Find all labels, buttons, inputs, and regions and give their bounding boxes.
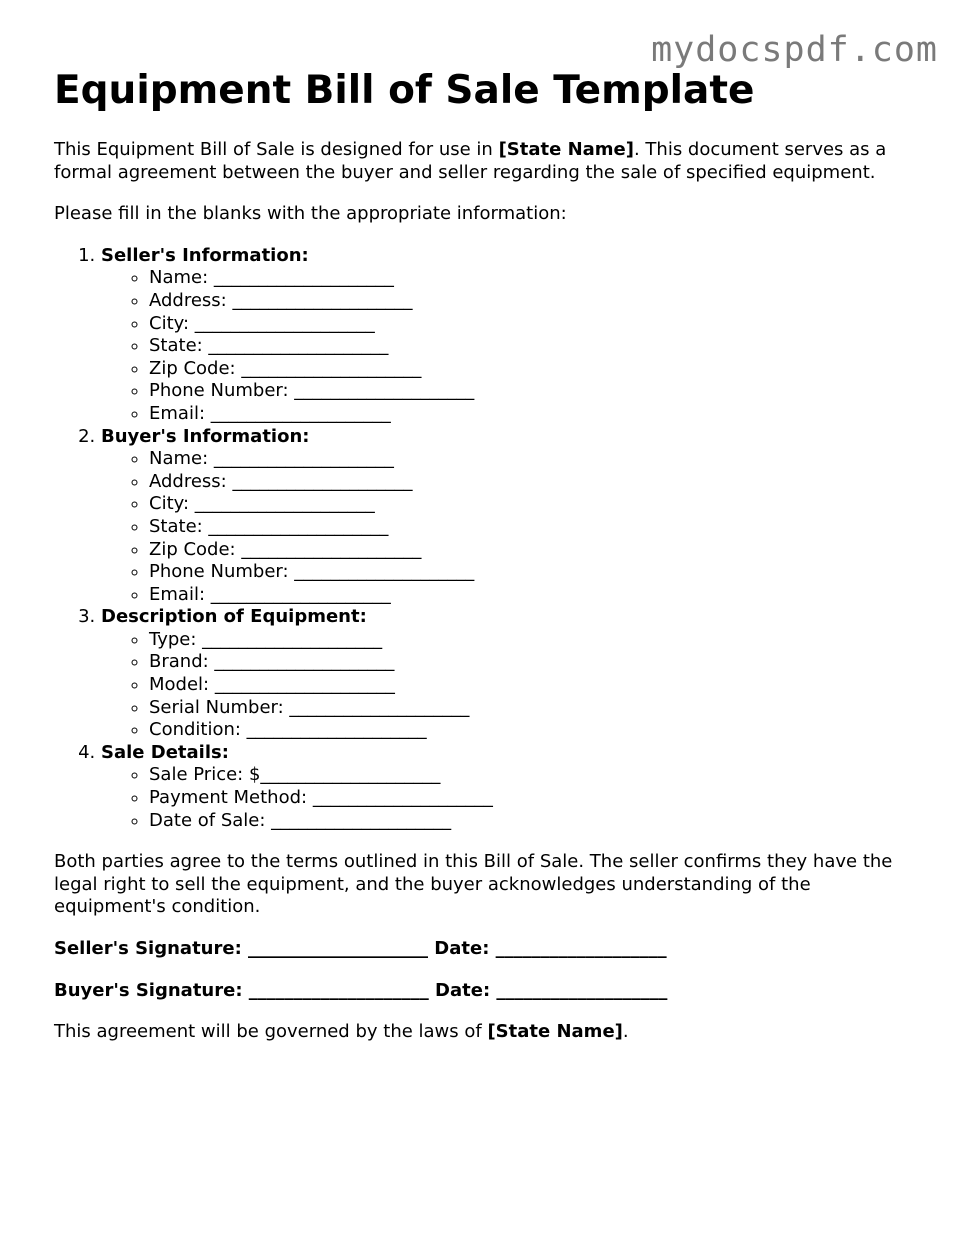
section-sale-details [101, 742, 924, 832]
field-seller-state[interactable]: ◦ State: ____________________ [149, 335, 924, 358]
intro-paragraph [54, 139, 924, 184]
section-title: Description of Equipment: [101, 606, 367, 628]
agreement-paragraph: Both parties agree to the terms outlined in this Bill of Sale. The seller confirms they have the legal right to sell the equipment, and the buyer acknowledges understanding of the equipment's condition. [54, 851, 893, 918]
field-payment-method[interactable]: ◦ Payment Method: ____________________ [149, 787, 924, 810]
field-buyer-address[interactable]: ◦ Address: ____________________ [149, 471, 924, 494]
buyer-signature-line[interactable]: Buyer's Signature: ____________________ Date: ___________________ [54, 979, 668, 1001]
sections-list [54, 245, 924, 832]
section-title: Sale Details: [101, 741, 229, 763]
document-title: Equipment Bill of Sale Template [54, 68, 755, 113]
seller-signature-line[interactable]: Seller's Signature: ____________________ Date: ___________________ [54, 938, 667, 959]
field-date-of-sale[interactable]: ◦ Date of Sale: ____________________ [149, 810, 924, 833]
law-text-after: . [622, 1021, 629, 1043]
intro-text-before: This Equipment Bill of Sale is designed for use in [54, 139, 499, 160]
field-equipment-brand[interactable]: ◦ Brand: ____________________ [149, 651, 924, 674]
field-sale-price[interactable]: ◦ Sale Price: $____________________ [149, 764, 924, 787]
section-equipment [101, 606, 924, 742]
law-text-before: This agreement will be governed by the laws of [54, 1021, 488, 1043]
field-seller-city[interactable]: ◦ City: ____________________ [149, 313, 924, 336]
field-seller-zip[interactable]: ◦ Zip Code: ____________________ [149, 358, 924, 381]
section-buyer [101, 426, 924, 607]
field-buyer-email[interactable]: ◦ Email: ____________________ [149, 584, 924, 607]
field-seller-phone[interactable]: ◦ Phone Number: ____________________ [149, 380, 924, 403]
field-equipment-serial[interactable]: ◦ Serial Number: ____________________ [149, 697, 924, 720]
law-state-placeholder: [State Name] [487, 1021, 623, 1043]
field-seller-email[interactable]: ◦ Email: ____________________ [149, 403, 924, 426]
section-title: Seller's Information: [101, 244, 309, 266]
document-page [54, 68, 924, 1044]
field-buyer-phone[interactable]: ◦ Phone Number: ____________________ [149, 561, 924, 584]
section-title: Buyer's Information: [101, 425, 310, 447]
intro-state-placeholder: [State Name] [498, 139, 634, 160]
field-list [101, 448, 924, 606]
field-list [101, 629, 924, 742]
field-buyer-state[interactable]: ◦ State: ____________________ [149, 516, 924, 539]
field-seller-name[interactable]: ◦ Name: ____________________ [149, 267, 924, 290]
field-list [101, 267, 924, 425]
field-equipment-condition[interactable]: ◦ Condition: ____________________ [149, 719, 924, 742]
instructions: Please fill in the blanks with the appropriate information: [54, 203, 567, 225]
field-equipment-type[interactable]: ◦ Type: ____________________ [149, 629, 924, 652]
field-equipment-model[interactable]: ◦ Model: ____________________ [149, 674, 924, 697]
intro-text-after: . This document serves as a formal agreement between the buyer and seller regarding the sale of specified equipment. [54, 139, 887, 183]
section-seller [101, 245, 924, 426]
field-buyer-zip[interactable]: ◦ Zip Code: ____________________ [149, 539, 924, 562]
watermark: mydocspdf.com [651, 30, 938, 70]
field-seller-address[interactable]: ◦ Address: ____________________ [149, 290, 924, 313]
field-buyer-city[interactable]: ◦ City: ____________________ [149, 493, 924, 516]
field-buyer-name[interactable]: ◦ Name: ____________________ [149, 448, 924, 471]
field-list [101, 764, 924, 832]
governing-law-paragraph [54, 1021, 924, 1044]
